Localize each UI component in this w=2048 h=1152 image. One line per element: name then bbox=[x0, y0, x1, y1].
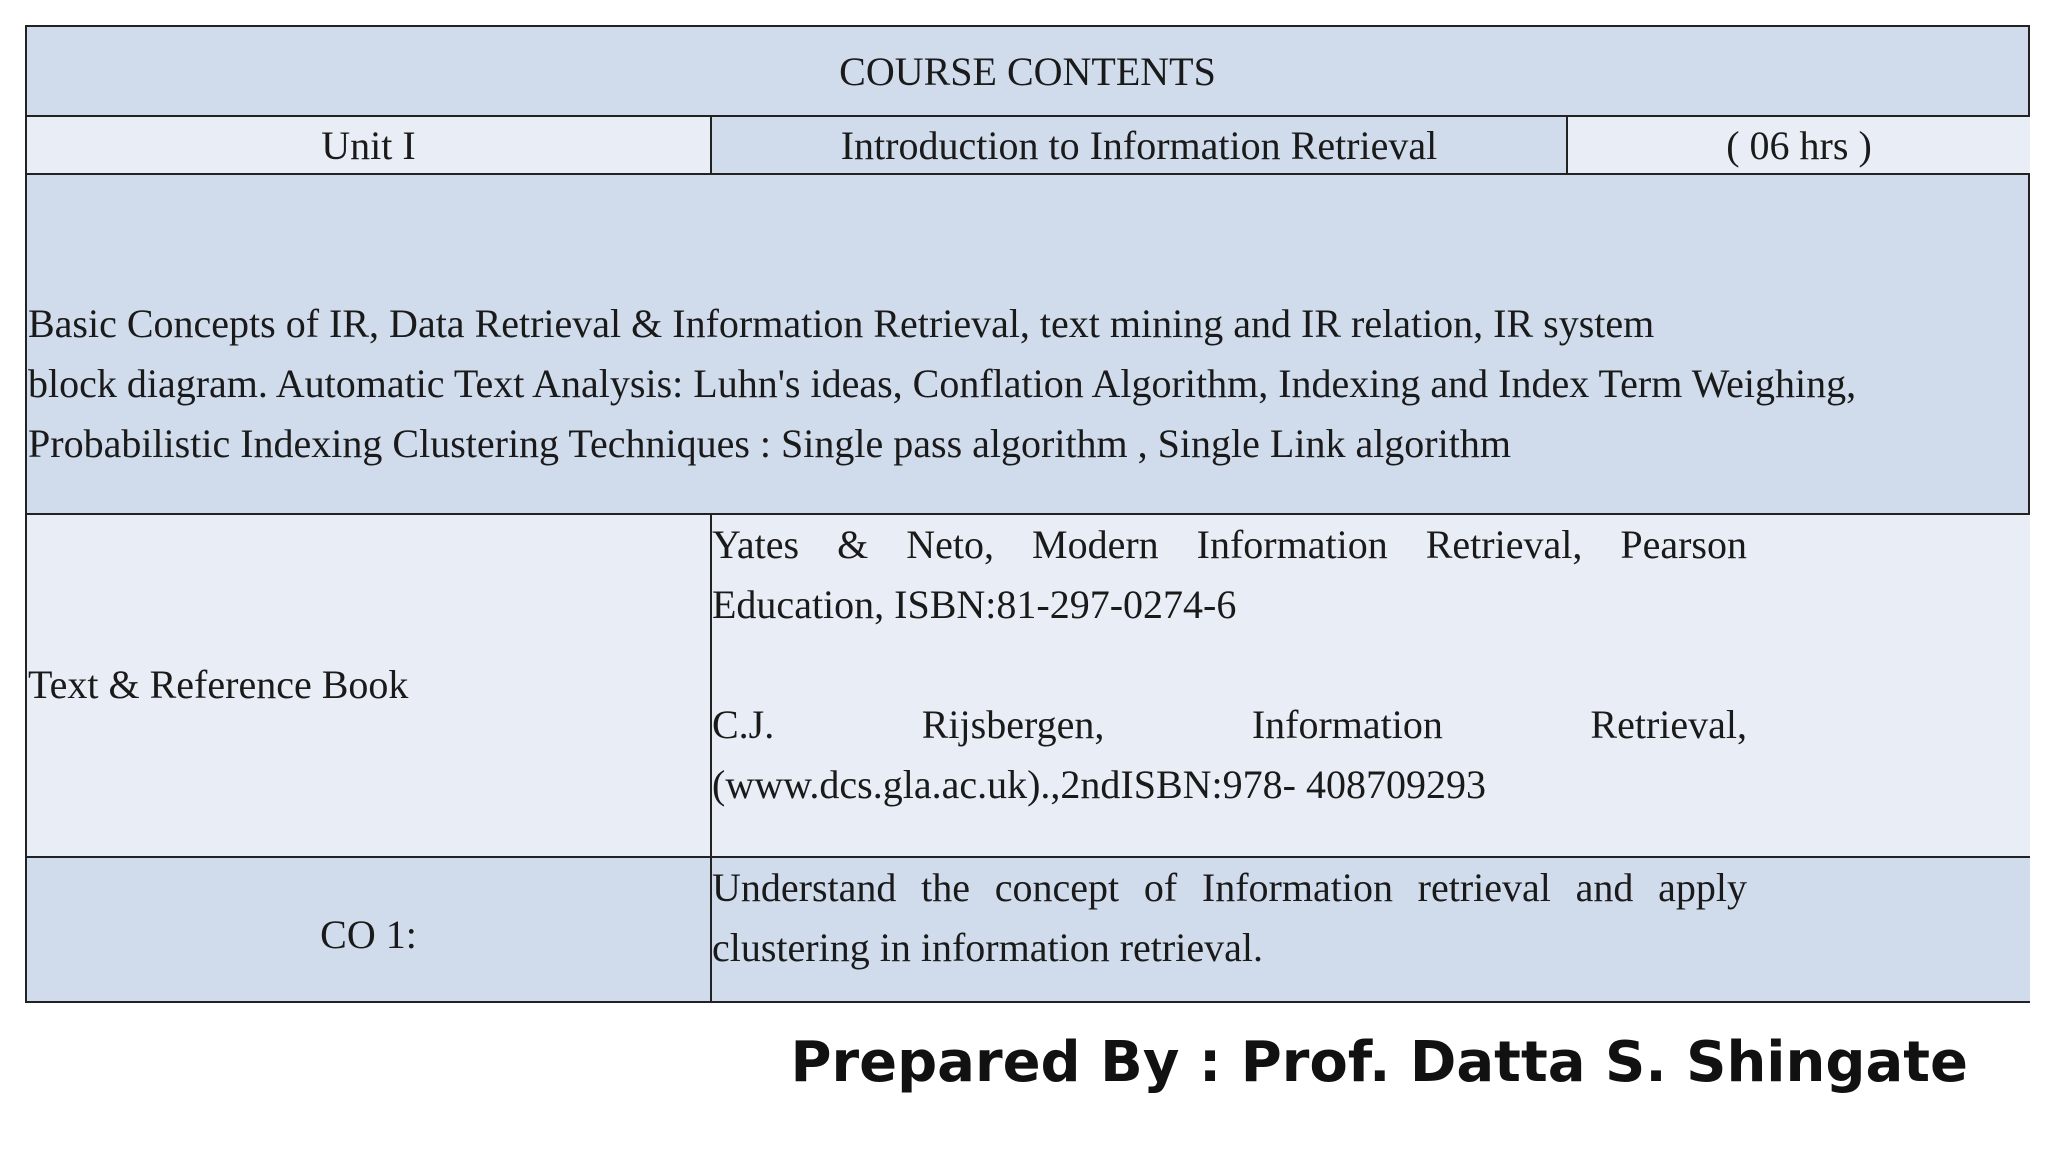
book-line: C.J. Rijsbergen, Information Retrieval, bbox=[712, 702, 1747, 747]
book-line: Yates & Neto, Modern Information Retrieval, Pearson bbox=[712, 522, 1747, 567]
unit-description bbox=[27, 173, 2028, 513]
unit-hours: ( 06 hrs ) bbox=[1566, 115, 2030, 173]
unit-label: Unit I bbox=[27, 115, 710, 173]
description-line: Basic Concepts of IR, Data Retrieval & Information Retrieval, text mining and IR relation, IR system bbox=[28, 301, 1655, 346]
course-outcome-label: CO 1: bbox=[27, 856, 710, 1001]
course-outcome-text bbox=[710, 856, 2030, 1001]
outcome-line: clustering in information retrieval. bbox=[712, 925, 1263, 970]
book-line: Education, ISBN:81-297-0274-6 bbox=[712, 582, 1237, 627]
book-entry bbox=[712, 515, 1747, 635]
book-entry bbox=[712, 695, 1747, 815]
description-line: block diagram. Automatic Text Analysis: Luhn's ideas, Conflation Algorithm, Indexing and Index Term Weighing, bbox=[28, 361, 1857, 406]
prepared-by: Prepared By : Prof. Datta S. Shingate bbox=[790, 1030, 1968, 1095]
unit-title: Introduction to Information Retrieval bbox=[710, 115, 1566, 173]
book-line: (www.dcs.gla.ac.uk).,2ndISBN:978- 408709293 bbox=[712, 762, 1486, 807]
course-contents-table bbox=[25, 25, 2030, 1003]
description-line: Probabilistic Indexing Clustering Techniques : Single pass algorithm , Single Link algorithm bbox=[28, 421, 1511, 466]
books-label: Text & Reference Book bbox=[27, 513, 710, 856]
spacer bbox=[712, 635, 2030, 695]
table-heading: COURSE CONTENTS bbox=[27, 27, 2028, 115]
book-list bbox=[710, 513, 2030, 856]
outcome-line: Understand the concept of Information retrieval and apply bbox=[712, 865, 1747, 910]
